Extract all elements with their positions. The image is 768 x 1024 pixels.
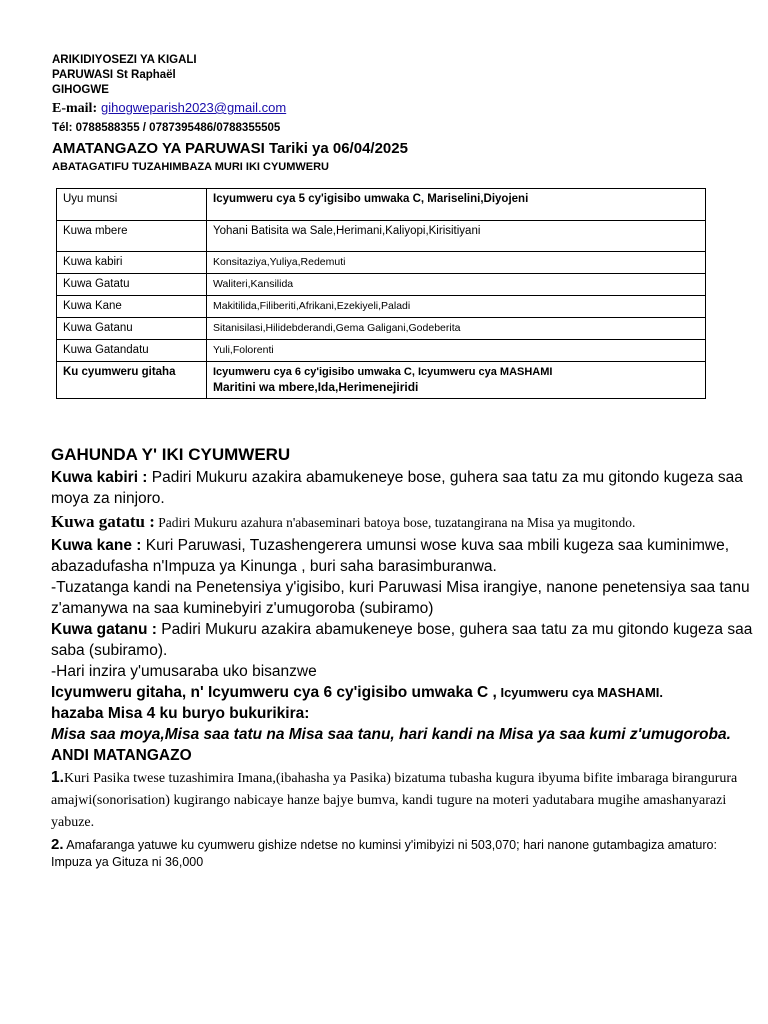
email-link[interactable]: gihogweparish2023@gmail.com xyxy=(101,100,287,115)
saints-cell: Icyumweru cya 5 cy'igisibo umwaka C, Mariselini,Diyojeni xyxy=(207,189,706,221)
place-name: GIHOGWE xyxy=(52,84,109,96)
saints-cell: Yuli,Folorenti xyxy=(207,340,706,362)
announcement-text: Kuri Pasika twese tuzashimira Imana,(ibahasha ya Pasika) bizatuma tubasha kugura ibyuma bifite imbaraga birangurura amajwi(sonorisation) kugirango nabicaye hanze bajye bumva, kandi tugure na moteri yadutabara mugihe amashanyarazi yabuze. xyxy=(51,771,738,830)
day-cell: Kuwa Gatatu xyxy=(57,274,207,296)
day-cell: Ku cyumweru gitaha xyxy=(57,362,207,399)
wednesday-text: Padiri Mukuru azahura n'abaseminari batoya bose, tuzatangirana na Misa ya mugitondo. xyxy=(154,515,636,530)
saints-cell: Sitanisilasi,Hilidebderandi,Gema Galigani,Godeberita xyxy=(207,318,706,340)
saints-cell: Makitilida,Filiberiti,Afrikani,Ezekiyeli,Paladi xyxy=(207,296,706,318)
phone-numbers: Tél: 0788588355 / 0787395486/0788355505 xyxy=(52,122,281,134)
saints-cell xyxy=(207,362,706,399)
saints-cell: Konsitaziya,Yuliya,Redemuti xyxy=(207,252,706,274)
tuesday-text: Padiri Mukuru azakira abamukeneye bose, guhera saa tatu za mu gitondo kugeza saa moya za ninjoro. xyxy=(51,469,743,507)
email-line xyxy=(52,100,286,116)
archdiocese-name: ARIKIDIYOSEZI YA KIGALI xyxy=(52,54,197,66)
thursday-label: Kuwa kane : xyxy=(51,537,142,554)
thursday-text: Kuri Paruwasi, Tuzashengerera umunsi wose kuva saa mbili kugeza saa kuminimwe, abazadufasha n'Impuza ya Kinunga , buri saha barasimburanwa. xyxy=(51,537,729,575)
saints-cell: Waliteri,Kansilida xyxy=(207,274,706,296)
other-announcements-title: ANDI MATANGAZO xyxy=(51,747,192,764)
day-cell: Kuwa Kane xyxy=(57,296,207,318)
friday-text: Padiri Mukuru azakira abamukeneye bose, guhera saa tatu za mu gitondo kugeza saa saba (subiramo). xyxy=(51,621,753,659)
parish-name: PARUWASI St Raphaël xyxy=(52,69,176,81)
table-row xyxy=(57,252,706,274)
thursday-extra: -Tuzatanga kandi na Penetensiya y'igisibo, kuri Paruwasi Misa irangiye, nanone penetensiya saa tanu z'amanywa na saa kuminebyiri z'umugoroba (subiramo) xyxy=(51,579,750,617)
table-row xyxy=(57,340,706,362)
table-row xyxy=(57,274,706,296)
next-sunday-small: Icyumweru cya MASHAMI. xyxy=(496,685,663,700)
saints-cell: Yohani Batisita wa Sale,Herimani,Kaliyopi,Kirisitiyani xyxy=(207,221,706,252)
friday-item xyxy=(51,619,761,661)
saints-table xyxy=(56,188,706,399)
tuesday-item xyxy=(51,467,761,509)
table-row xyxy=(57,318,706,340)
day-cell: Kuwa kabiri xyxy=(57,252,207,274)
next-sunday-line xyxy=(51,682,761,703)
announcement-2 xyxy=(51,836,761,871)
announcement-1 xyxy=(51,767,761,833)
day-cell: Kuwa Gatandatu xyxy=(57,340,207,362)
email-label: E-mail: xyxy=(52,101,98,116)
thursday-item xyxy=(51,535,761,577)
weekly-program xyxy=(51,444,761,871)
next-sunday-saints: Maritini wa mbere,Ida,Herimenejiridi xyxy=(213,380,419,394)
masses-intro: hazaba Misa 4 ku buryo bukurikira: xyxy=(51,705,310,722)
tuesday-label: Kuwa kabiri : xyxy=(51,469,148,486)
table-row xyxy=(57,362,706,399)
friday-label: Kuwa gatanu : xyxy=(51,621,157,638)
mass-times: Misa saa moya,Misa saa tatu na Misa saa tanu, hari kandi na Misa ya saa kumi z'umugoroba. xyxy=(51,726,731,743)
announcement-number: 1. xyxy=(51,769,64,786)
wednesday-item xyxy=(51,511,761,533)
program-title: GAHUNDA Y' IKI CYUMWERU xyxy=(51,445,291,464)
wednesday-label: Kuwa gatatu : xyxy=(51,512,155,531)
day-cell: Uyu munsi xyxy=(57,189,207,221)
table-row xyxy=(57,221,706,252)
announcement-number: 2. xyxy=(51,836,64,853)
next-sunday-text: Icyumweru gitaha, n' Icyumweru cya 6 cy'igisibo umwaka C , xyxy=(51,684,497,701)
announcement-text: Amafaranga yatuwe ku cyumweru gishize ndetse no kuminsi y'imibyizi ni 503,070; hari nanone gutambagiza amaturo: Impuza ya Gituza ni 36,000 xyxy=(51,838,717,869)
friday-extra: -Hari inzira y'umusaraba uko bisanzwe xyxy=(51,663,317,680)
day-cell: Kuwa mbere xyxy=(57,221,207,252)
next-sunday-label: Icyumweru cya 6 cy'igisibo umwaka C, Icyumweru cya MASHAMI xyxy=(213,366,553,378)
saints-title: ABATAGATIFU TUZAHIMBAZA MURI IKI CYUMWERU xyxy=(52,161,329,173)
announcements-title: AMATANGAZO YA PARUWASI Tariki ya 06/04/2025 xyxy=(52,140,408,157)
day-cell: Kuwa Gatanu xyxy=(57,318,207,340)
table-row xyxy=(57,296,706,318)
table-row xyxy=(57,189,706,221)
